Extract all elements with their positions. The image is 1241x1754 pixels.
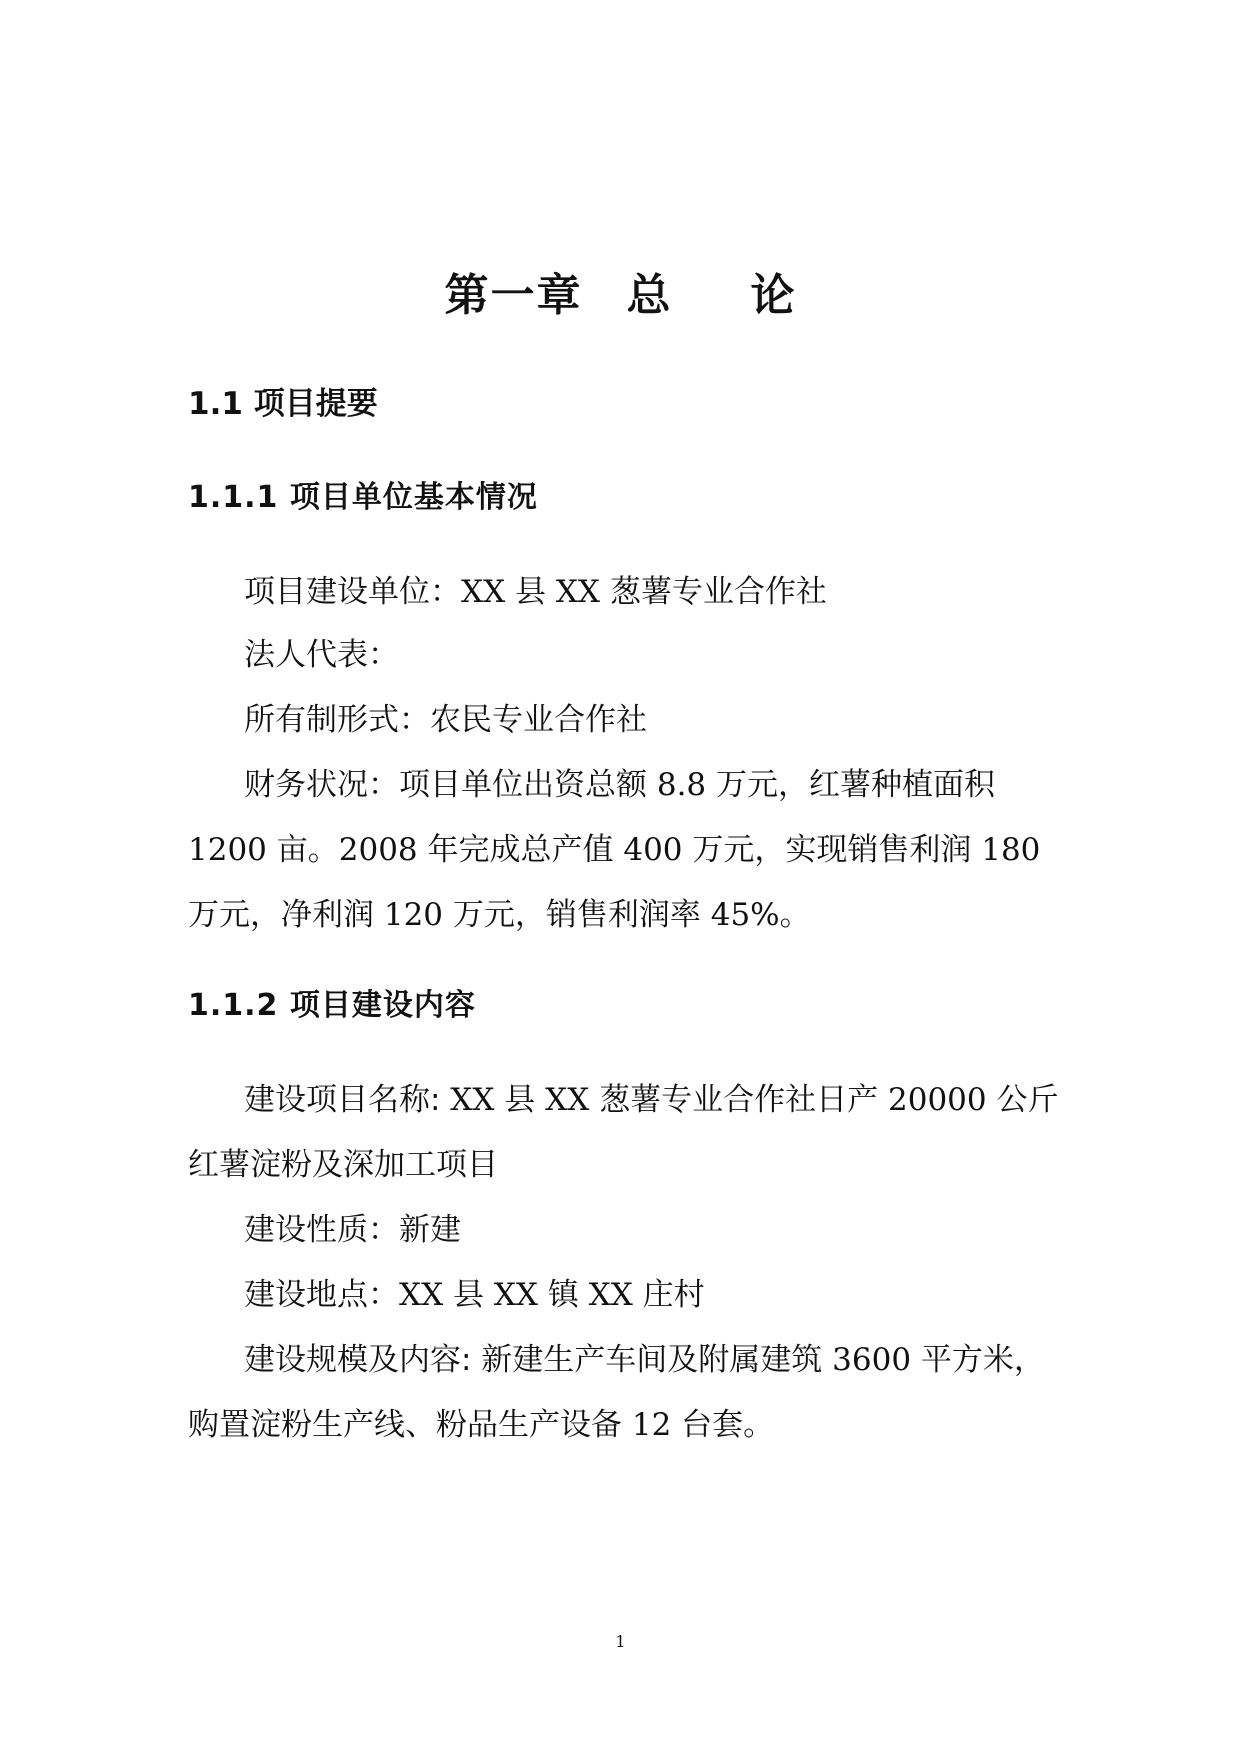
unit-label: 项目建设单位： — [244, 574, 461, 610]
nature-label: 建设性质： — [244, 1212, 399, 1248]
finance-paragraph-line1 — [244, 763, 995, 807]
chapter-title-part1: 第一章 — [444, 270, 583, 321]
section-heading-1-1: 1.1 项目提要 — [188, 386, 378, 422]
project-name-line2: 红薯淀粉及深加工项目 — [188, 1147, 498, 1183]
ownership-value: 农民专业合作社 — [430, 702, 647, 738]
location-paragraph — [244, 1273, 705, 1317]
page-number: 1 — [615, 1632, 626, 1651]
project-name-line1: XX 县 XX 葱薯专业合作社日产 20000 公斤 — [440, 1082, 1059, 1118]
ownership-label: 所有制形式： — [244, 702, 430, 738]
location-value: XX 县 XX 镇 XX 庄村 — [399, 1277, 705, 1313]
project-name-paragraph-line1 — [244, 1078, 1058, 1122]
legal-rep-label: 法人代表： — [244, 637, 399, 673]
finance-label: 财务状况： — [244, 767, 399, 803]
scale-label: 建设规模及内容: — [244, 1342, 472, 1378]
chapter-title-part3: 论 — [750, 270, 797, 321]
unit-value: XX 县 XX 葱薯专业合作社 — [461, 574, 827, 610]
section-heading-1-1-1: 1.1.1 项目单位基本情况 — [188, 480, 538, 515]
finance-text-line3: 万元，净利润 120 万元，销售利润率 45%。 — [188, 897, 811, 933]
location-label: 建设地点： — [244, 1277, 399, 1313]
scale-line2: 购置淀粉生产线、粉品生产设备 12 台套。 — [188, 1407, 775, 1443]
unit-paragraph — [244, 570, 827, 614]
nature-paragraph — [244, 1208, 461, 1252]
chapter-title-part2: 总 — [626, 270, 673, 321]
finance-text-line2: 1200 亩。2008 年完成总产值 400 万元，实现销售利润 180 — [188, 832, 1041, 868]
legal-rep-paragraph — [244, 633, 399, 677]
nature-value: 新建 — [399, 1212, 461, 1248]
section-heading-1-1-2: 1.1.2 项目建设内容 — [188, 988, 476, 1023]
finance-text-line1: 项目单位出资总额 8.8 万元，红薯种植面积 — [399, 767, 996, 803]
scale-line1: 新建生产车间及附属建筑 3600 平方米， — [471, 1342, 1045, 1378]
project-name-label: 建设项目名称: — [244, 1082, 441, 1118]
chapter-title — [0, 268, 1241, 324]
scale-paragraph-line1 — [244, 1338, 1045, 1382]
ownership-paragraph — [244, 698, 647, 742]
